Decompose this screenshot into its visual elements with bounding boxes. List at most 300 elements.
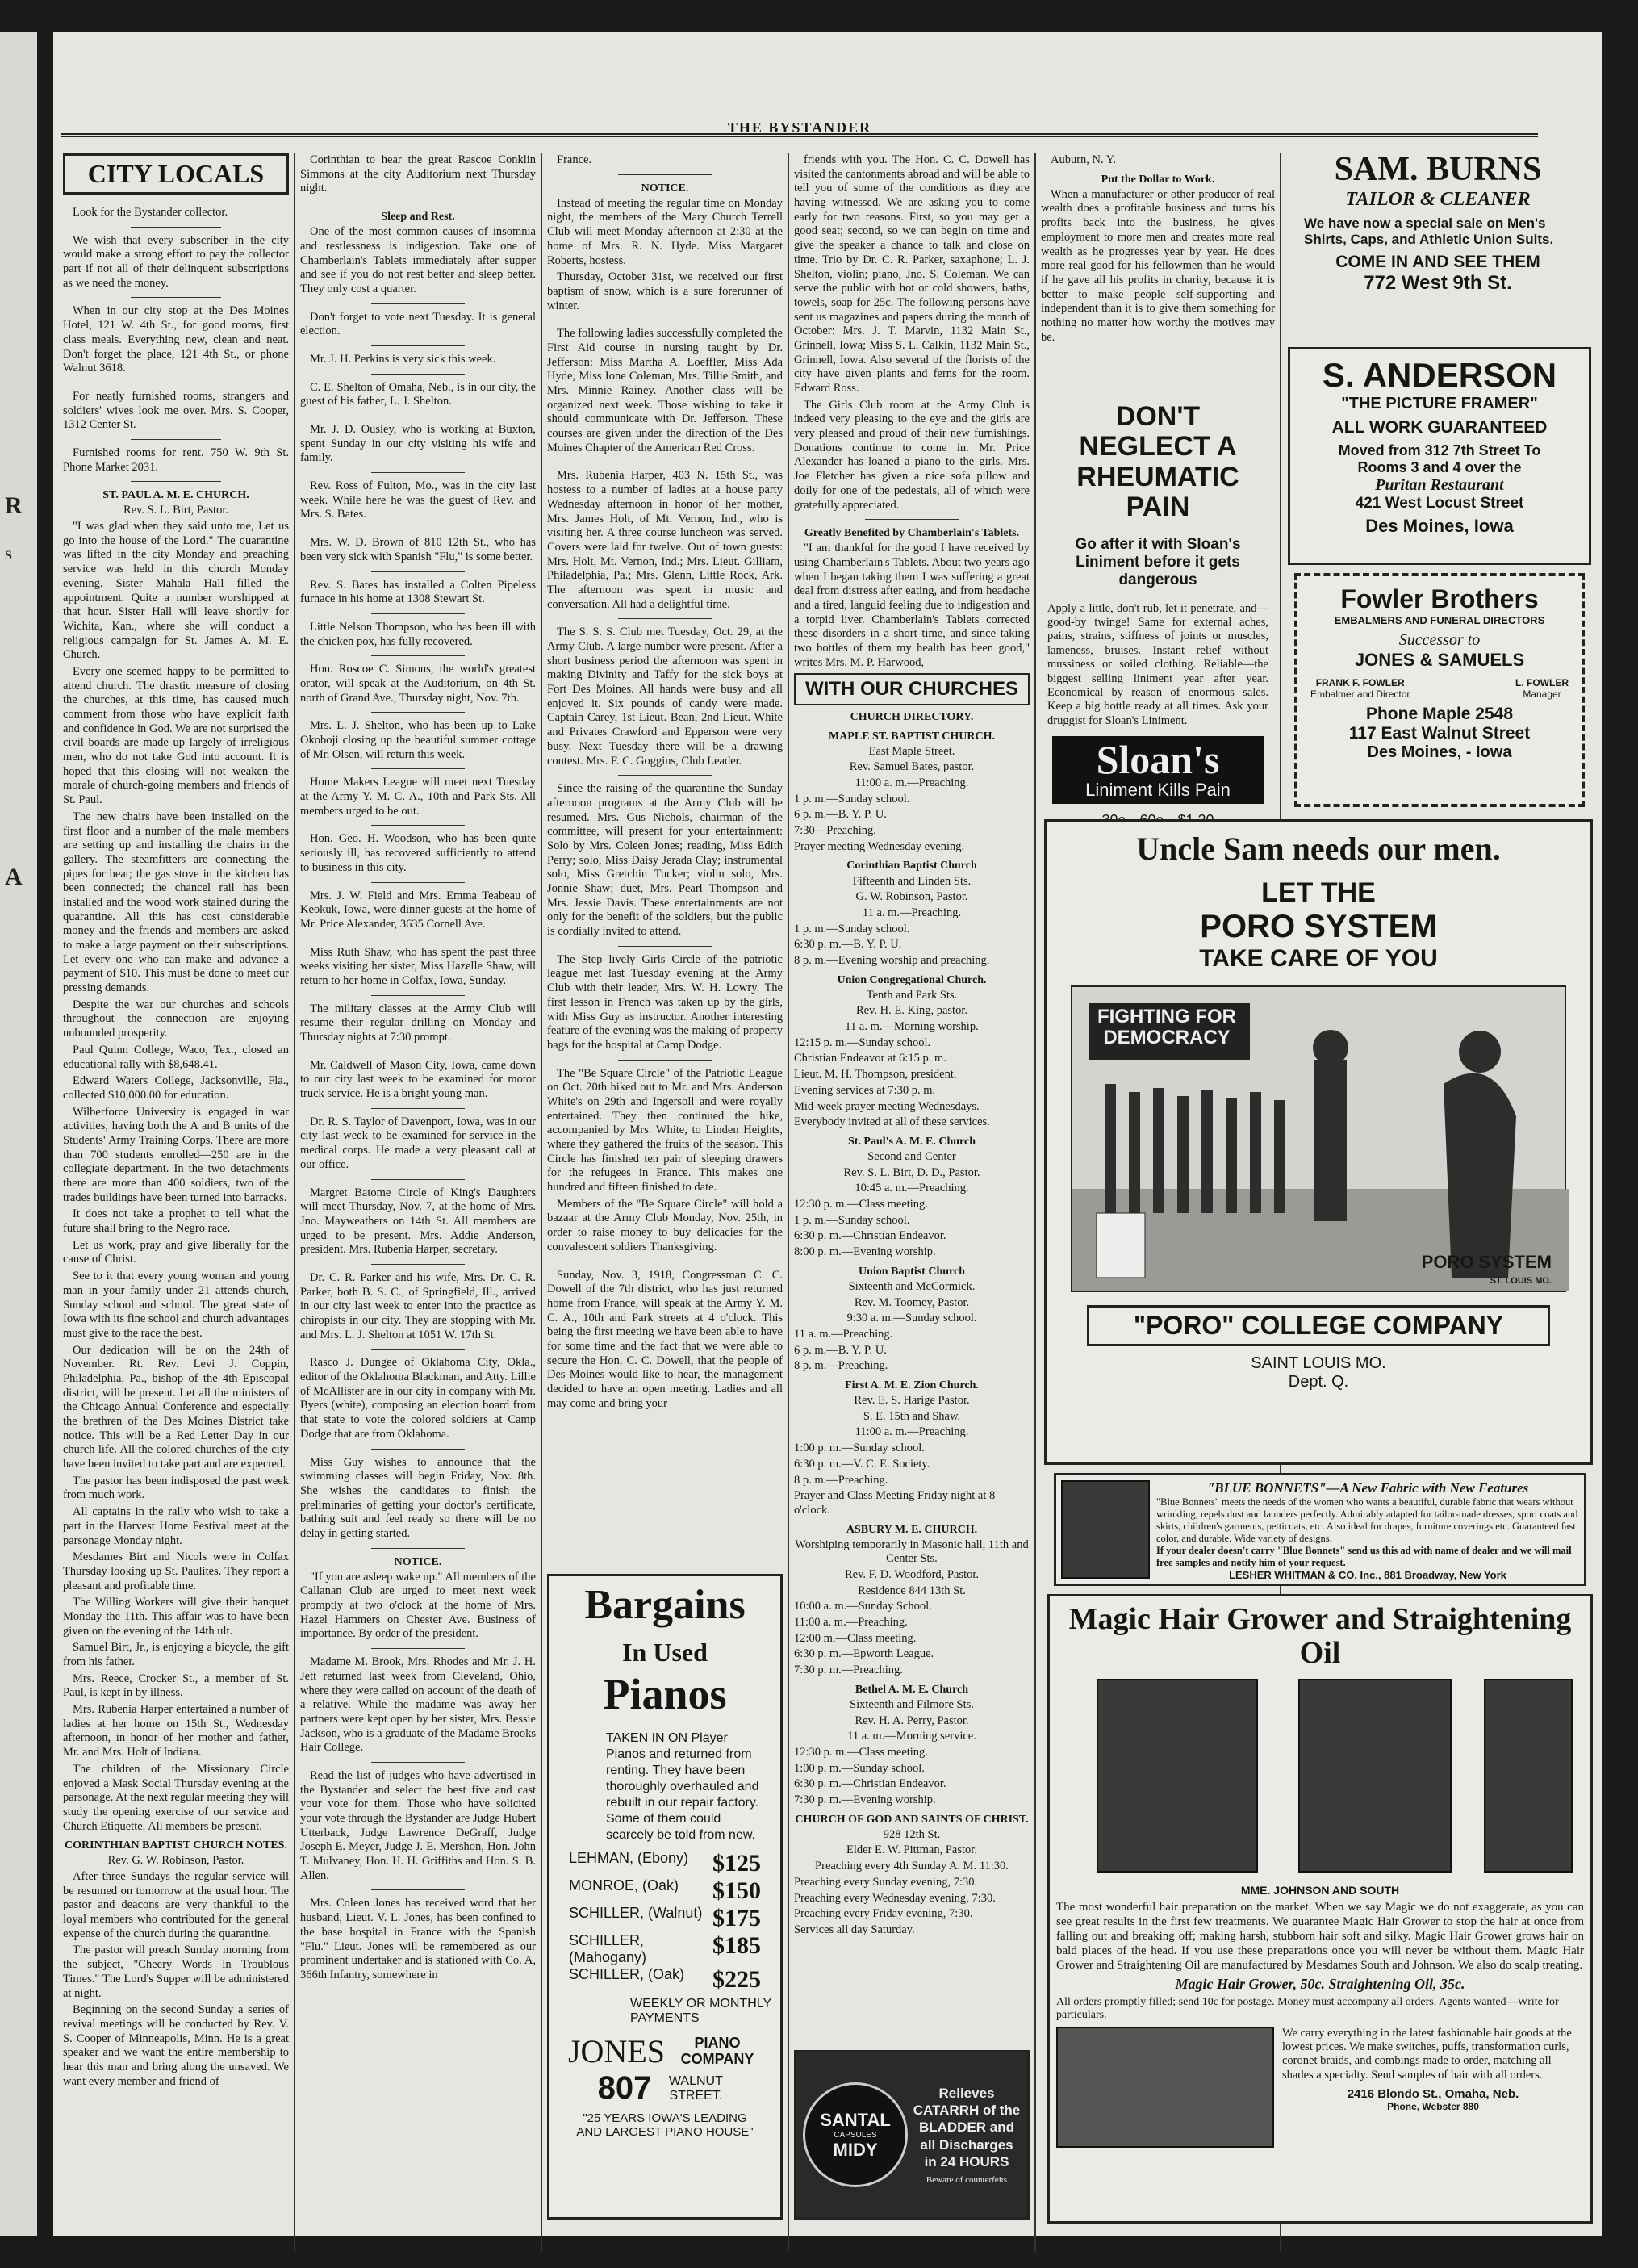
- divider: [371, 995, 466, 996]
- divider: [131, 227, 221, 228]
- ad-address: 421 West Locust Street: [1355, 495, 1524, 512]
- piano-price: $125: [712, 1850, 761, 1877]
- church-detail: 7:30 p. m.—Preaching.: [794, 1663, 903, 1677]
- street-name: WALNUT STREET.: [668, 2073, 723, 2103]
- paragraph: Hon. Roscoe C. Simons, the world's greatest orator, will speak at the Auditorium, on 4th St. north of Grand Ave., Thursday night, Nov. 7th.: [300, 663, 536, 705]
- church-detail: Worshiping temporarily in Masonic hall, 11th and Center Sts.: [795, 1538, 1029, 1566]
- church-detail: Everybody invited at all of these services.: [794, 1115, 990, 1129]
- ad-bottom: [1056, 2027, 1584, 2148]
- ad-line: PORO SYSTEM: [1200, 909, 1437, 944]
- church-detail: Preaching every 4th Sunday A. M. 11:30.: [815, 1860, 1009, 1873]
- church-detail: Residence 844 13th St.: [858, 1584, 966, 1597]
- church-name: Bethel A. M. E. Church: [855, 1683, 969, 1696]
- church-detail: 10:45 a. m.—Preaching.: [855, 1182, 969, 1195]
- capsule-badge: [803, 2082, 908, 2187]
- church-detail: 6:30 p. m.—Christian Endeavor.: [794, 1777, 946, 1791]
- sloans-logo: [1052, 736, 1264, 804]
- sam-burns-ad: [1286, 145, 1590, 339]
- piano-model: SCHILLER, (Mahogany): [569, 1932, 647, 1965]
- ad-subtitle: In Used: [622, 1638, 708, 1667]
- ad-maker: LESHER WHITMAN & CO. Inc., 881 Broadway, New York: [1229, 1569, 1506, 1581]
- paragraph: Mrs. Reece, Crocker St., a member of St. Paul, is kept in by illness.: [63, 1672, 289, 1700]
- paragraph: The "Be Square Circle" of the Patriotic League on Oct. 20th hiked out to Mr. and Mrs. Anderson White's on 29th and Ingersoll and were royally entertained. They then continued the hike, accompanied by Mrs. White, to Linden Heights, where they gathered the fruits of the season. This Circle has finished ten pair of sleeping drawers for the refugees in France. This makes one hundred and fifteen finished to date.: [547, 1066, 783, 1195]
- brand-row: [558, 2032, 772, 2070]
- divider: [618, 946, 712, 947]
- paragraph: All captains in the rally who wish to take a part in the Harvest Home Festival meet at the parsonage Monday night.: [63, 1505, 289, 1547]
- bonnets-illustration: [1061, 1480, 1150, 1579]
- ad-description: "Blue Bonnets" meets the needs of the women who wants a beautiful, durable fabric that wears without wrinkling, repels dust and launders perfectly. Admirably adapted for tailor-made dresses, sport coats and skirts, children's garments, petticoats, etc. Also ideal for drapes, furniture coverings etc. Guaranteed fast color, and durable. Wide variety of designs.: [1156, 1496, 1578, 1544]
- church-detail: 6 p. m.—B. Y. P. U.: [794, 808, 887, 822]
- ad-headline: Magic Hair Grower and Straightening Oil: [1068, 1602, 1572, 1670]
- hair-sample-photo: [1484, 1679, 1573, 1873]
- column-rule: [541, 153, 542, 2252]
- church-detail: Lieut. M. H. Thompson, president.: [794, 1068, 957, 1082]
- divider: [371, 374, 466, 375]
- ad-headline: Uncle Sam needs our men.: [1136, 831, 1501, 867]
- ad-body: The most wonderful hair preparation on the market. When we say Magic we do not exaggerate, as you can see great results in the first few treatments. We guarantee Magic Hair Grower to stop the hair at once from falling out and breaking off; making harsh, stubborn hair soft and silky. Magic Hair Grower grows hair on bald places of the head. If you use these preparations once you will never be without them. Magic Hair Grower and Straightening Oil are manufactured by Mesdames South and Johnson. We also do scalp treating.: [1056, 1900, 1584, 1972]
- edge-fragment: R: [5, 492, 23, 519]
- divider: [371, 1449, 466, 1450]
- paragraph: Miss Guy wishes to announce that the swimming classes will begin Friday, Nov. 8th. She wishes the candidates to finish the preliminaries of getting your doctor's certificate, bathing suit and feel ready so there will be no delay in getting started.: [300, 1455, 536, 1540]
- payment-terms: WEEKLY OR MONTHLY PAYMENTS: [630, 1997, 771, 2025]
- ad-trade: EMBALMERS AND FUNERAL DIRECTORS: [1334, 614, 1545, 626]
- church-detail: Rev. M. Toomey, Pastor.: [854, 1295, 970, 1309]
- brand-name: JONES: [567, 2033, 666, 2069]
- paragraph: Paul Quinn College, Waco, Tex., closed an educational rally with $8,648.41.: [63, 1043, 289, 1071]
- church-detail: 928 12th St.: [883, 1827, 941, 1841]
- ad-line: LET THE: [1261, 877, 1376, 908]
- piano-model: SCHILLER, (Walnut): [569, 1905, 703, 1921]
- ad-goods-text: We carry everything in the latest fashionable hair goods at the lowest prices. We make switches, puffs, transformation curls, coronet braids, and combings made to order, matching all shades a specialty. Send samples of hair with all orders.: [1282, 2026, 1572, 2082]
- slogan: "25 YEARS IOWA'S LEADING AND LARGEST PIANO HOUSE": [576, 2111, 754, 2139]
- divider: [131, 297, 221, 298]
- church-detail: East Maple Street.: [868, 744, 955, 758]
- ad-successor: Successor to: [1398, 631, 1481, 649]
- church-detail: 1 p. m.—Sunday school.: [794, 792, 910, 806]
- divider: [371, 882, 466, 883]
- paragraph: Mrs. Coleen Jones has received word that her husband, Lieut. V. L. Jones, has been confined to the base hospital in France with the Spanish "Flu." Lieut. Jones will be remembered as our prominent undertaker and is stationed with Co. A, 366th Infantry, somewhere in: [300, 1897, 536, 1981]
- church-detail: S. E. 15th and Shaw.: [863, 1409, 961, 1423]
- illustration-tag: PORO SYSTEM: [1421, 1252, 1552, 1272]
- church-name: ASBURY M. E. CHURCH.: [846, 1523, 978, 1536]
- divider: [371, 825, 466, 826]
- paragraph: "I am thankful for the good I have received by using Chamberlain's Tablets. About two years ago when I began taking them I was suffering a great deal from distress after eating, and from headache and a tired, languid feeling due to indigestion and a torpid liver. Chamberlain's Tablets corrected these disorders in a short time, and since taking two bottles of them my health has been good," writes Mrs. M. P. Harwood,: [794, 542, 1030, 669]
- church-detail: 11:00 a. m.—Preaching.: [855, 1425, 969, 1439]
- divider: [618, 618, 712, 619]
- divider: [371, 571, 466, 572]
- paragraph: The Willing Workers will give their banquet Monday the 11th. This affair was to have been given on the evening of the 14th ult.: [63, 1596, 289, 1638]
- church-detail: 6:30 p. m.—B. Y. P. U.: [794, 938, 902, 952]
- ad-phone: Phone Maple 2548: [1365, 705, 1514, 723]
- church-name: St. Paul's A. M. E. Church: [847, 1135, 976, 1148]
- column-churches: [794, 153, 1030, 2034]
- paragraph: Mrs. Rubenia Harper entertained a number of ladies at her home on 15th St., Wednesday afternoon, in honor of her mother and father, Mr. and Mrs. Holt of Indiana.: [63, 1703, 289, 1760]
- photo-row: [1056, 1679, 1584, 1881]
- ad-note: If your dealer doesn't carry "Blue Bonnets" send us this ad with name of dealer and we will mail free samples and notify him of your request.: [1156, 1545, 1572, 1568]
- church-detail: 9:30 a. m.—Sunday school.: [846, 1312, 977, 1325]
- column-locals-3: [547, 153, 783, 1566]
- church-detail: Preaching every Wednesday evening, 7:30.: [794, 1891, 996, 1905]
- paragraph: Little Nelson Thompson, who has been ill with the chicken pox, has fully recovered.: [300, 620, 536, 648]
- illustration-banner: FIGHTING FOR DEMOCRACY: [1097, 1006, 1236, 1049]
- ad-trade: TAILOR & CLEANER: [1345, 189, 1531, 210]
- ad-predecessor: JONES & SAMUELS: [1354, 650, 1525, 670]
- paragraph: The pastor has been indisposed the past week from much work.: [63, 1474, 289, 1502]
- portrait-photo: [1298, 1679, 1452, 1873]
- paragraph: Edward Waters College, Jacksonville, Fla., collected $10,000.00 for education.: [63, 1074, 289, 1102]
- section-heading: Greatly Benefited by Chamberlain's Tablets.: [804, 527, 1020, 540]
- ad-title: Pianos: [603, 1670, 727, 1718]
- divider: [371, 712, 466, 713]
- ad-body: [1156, 1480, 1579, 1579]
- paragraph: For neatly furnished rooms, strangers and soldiers' wives look me over. Mrs. S. Cooper, 1312 Center St.: [63, 389, 289, 432]
- church-detail: Fifteenth and Linden Sts.: [852, 874, 972, 888]
- church-name: Union Congregational Church.: [837, 973, 987, 986]
- brand-company: PIANO COMPANY: [680, 2034, 754, 2067]
- ad-warning: Beware of counterfeits: [926, 2175, 1008, 2186]
- paragraph: Our dedication will be on the 24th of November. Rt. Rev. Levi J. Coppin, Philadelphia, Pa., bishop of the 4th Episcopal district, will be present. Let all the ministers of the Chicago Annual Conference and especially the brethren of the Des Moines District take notice. This will be a Red Letter Day in our church life. All the colored churches of the city have been invited to take part and are expected.: [63, 1343, 289, 1471]
- church-detail: 8 p. m.—Preaching.: [794, 1359, 888, 1373]
- ad-body: We have now a special sale on Men's Shirts, Caps, and Athletic Union Suits.: [1304, 216, 1554, 247]
- church-detail: Second and Center: [867, 1149, 956, 1163]
- paragraph: It does not take a prophet to tell what the future shall bring to the Negro race.: [63, 1207, 289, 1236]
- divider: [618, 174, 712, 175]
- church-name: MAPLE ST. BAPTIST CHURCH.: [828, 730, 995, 743]
- piano-model: LEHMAN, (Ebony): [569, 1850, 689, 1866]
- paragraph: Home Makers League will meet next Tuesday at the Army Y. M. C. A., 10th and Park Sts. All members urged to be out.: [300, 776, 536, 818]
- church-detail: 7:30—Preaching.: [794, 824, 876, 838]
- brand-name: SANTAL: [820, 2109, 891, 2130]
- street-number: 807: [597, 2070, 652, 2106]
- paragraph: The military classes at the Army Club will resume their regular drilling on Monday and Thursday nights at 7:30 prompt.: [300, 1002, 536, 1044]
- ad-business-name: Fowler Brothers: [1340, 584, 1539, 613]
- church-detail: Rev. S. L. Birt, D. D., Pastor.: [843, 1165, 980, 1179]
- church-detail: 1 p. m.—Sunday school.: [794, 922, 910, 935]
- ad-text: [913, 2059, 1021, 2211]
- church-detail: Mid-week prayer meeting Wednesdays.: [794, 1099, 980, 1113]
- edge-fragment: S: [5, 549, 12, 563]
- paragraph: Corinthian to hear the great Rascoe Conklin Simmons at the city Auditorium next Thursday night.: [300, 153, 536, 195]
- paragraph: Miss Ruth Shaw, who has spent the past three weeks visiting her sister, Miss Hazelle Shaw, will return to her home in Colfax, Iowa, Sunday.: [300, 945, 536, 987]
- adjacent-page-edge: [0, 32, 37, 2236]
- church-detail: Prayer and Class Meeting Friday night at 8 o'clock.: [794, 1489, 996, 1517]
- piano-price: $175: [712, 1905, 761, 1931]
- logo-tagline: Liniment Kills Pain: [1085, 780, 1231, 801]
- address-row: [558, 2070, 772, 2107]
- divider: [371, 1349, 466, 1350]
- column-rule: [1034, 153, 1036, 2252]
- church-detail: Rev. H. E. King, pastor.: [855, 1004, 967, 1018]
- ad-address: 772 West 9th St.: [1364, 272, 1512, 294]
- paragraph: Don't forget to vote next Tuesday. It is general election.: [300, 310, 536, 338]
- person: [1310, 677, 1410, 700]
- ad-business-name: SAM. BURNS: [1334, 151, 1542, 188]
- ad-people: [1310, 677, 1569, 700]
- divider: [371, 1264, 466, 1265]
- price-row: [569, 1850, 761, 1877]
- ad-headline: "BLUE BONNETS"—A New Fabric with New Features: [1206, 1480, 1529, 1496]
- paragraph: Rev. S. Bates has installed a Colten Pipeless furnace in his home at 1308 Stewart St.: [300, 578, 536, 606]
- city-locals-header: CITY LOCALS: [63, 153, 289, 195]
- church-detail: 11 a. m.—Preaching.: [794, 1327, 893, 1341]
- column-locals-2: [300, 153, 536, 2268]
- paragraph: Rev. Ross of Fulton, Mo., was in the city last week. While here he was the guest of Rev. and Mrs. S. Bates.: [300, 479, 536, 521]
- soldiers-illustration: [1071, 985, 1566, 1292]
- paragraph: Wilberforce University is engaged in war activities, having both the A and B units of the Students' Army Training Corps. There are more than 700 students enrolled—250 are in the collegiate department. In the two detachments there are more than 400 soldiers, two of the trades buildings have been turned into barracks.: [63, 1105, 289, 1204]
- section-heading: NOTICE.: [394, 1555, 442, 1568]
- church-name: Corinthian Baptist Church: [846, 860, 977, 872]
- divider: [371, 472, 466, 473]
- blue-bonnets-ad: [1054, 1473, 1586, 1586]
- ad-claim: Relieves CATARRH of the BLADDER and all Discharges in 24 HOURS: [913, 2085, 1021, 2170]
- paragraph: Hon. Geo. H. Woodson, who has been quite seriously ill, has recovered sufficiently to attend to business in this city.: [300, 832, 536, 874]
- church-detail: 7:30 p. m.—Evening worship.: [794, 1793, 936, 1807]
- section-heading: NOTICE.: [641, 182, 689, 195]
- divider: [131, 481, 221, 482]
- anderson-framer-ad: [1288, 347, 1591, 565]
- church-detail: Prayer meeting Wednesday evening.: [794, 839, 965, 853]
- divider: [371, 1108, 466, 1109]
- ad-restaurant: Puritan Restaurant: [1375, 476, 1504, 494]
- church-directory: [794, 730, 1030, 1938]
- section-heading: CORINTHIAN BAPTIST CHURCH NOTES.: [65, 1839, 287, 1852]
- edge-fragment: A: [5, 864, 23, 890]
- ad-trade: "THE PICTURE FRAMER": [1341, 395, 1538, 412]
- paragraph: Thursday, October 31st, we received our first baptism of snow, which is a sure forerunner of winter.: [547, 270, 783, 312]
- section-heading: Sleep and Rest.: [381, 211, 455, 224]
- ad-address: 2416 Blondo St., Omaha, Neb.: [1347, 2087, 1519, 2102]
- paragraph: Rasco J. Dungee of Oklahoma City, Okla., editor of the Oklahoma Blackman, and Atty. Lillie of McAllister are in our city in company with Mr. Byers (white), composing an election board from that state to vote the colored soldiers at Camp Dodge that are from Oklahoma.: [300, 1356, 536, 1441]
- church-detail: 11 a. m.—Morning worship.: [845, 1020, 979, 1034]
- church-detail: Sixteenth and McCormick.: [848, 1279, 976, 1293]
- ad-goods: [1282, 2027, 1584, 2148]
- paragraph: Read the list of judges who have advertised in the Bystander and select the best five and cast your vote for them. Those who have solicited your vote through the Bystander are Judge Hubert Utterback, Judge Lawrence DeGraff, Judge Joseph E. Meyer, Judge J. E. Mershon, Hon. John T. Mulvaney, Hon. H. H. Griffiths and Hon. S. B. Allen.: [300, 1768, 536, 1882]
- divider: [865, 519, 959, 520]
- price-row: [569, 1966, 761, 1994]
- church-detail: 6:30 p. m.—Christian Endeavor.: [794, 1229, 946, 1243]
- church-detail: 10:00 a. m.—Sunday School.: [794, 1600, 932, 1613]
- piano-model: SCHILLER, (Oak): [569, 1966, 685, 1982]
- paragraph: Sunday, Nov. 3, 1918, Congressman C. C. Dowell of the 7th district, who has just returned home from France, will speak at the Army Y. M. C. A., 10th and Park streets at 4 o'clock. This being the first meeting we have been able to have for some time and the fact that we were able to secure the Hon. C. C. Dowell, that the people of Des Moines would like to hear, the management decided to have an open meeting. Ladies and all may come and bring your: [547, 1268, 783, 1410]
- column-rule: [294, 153, 295, 2252]
- ad-guarantee: ALL WORK GUARANTEED: [1331, 418, 1548, 437]
- divider: [371, 1889, 466, 1890]
- paragraph: Mrs. W. D. Brown of 810 12th St., who has been very sick with Spanish "Flu," is some better.: [300, 536, 536, 563]
- ad-headline: RHEUMATIC PAIN: [1076, 461, 1239, 523]
- santal-midy-ad: [794, 2050, 1030, 2220]
- divider: [131, 439, 221, 440]
- paragraph: Mr. J. H. Perkins is very sick this week.: [310, 352, 496, 366]
- paragraph: friends with you. The Hon. C. C. Dowell has visited the cantonments abroad and will be able to tell you of some of the conditions as they are having witnessed. We are asking you to come early for two reasons. First, so you may get a good seat; second, so we can begin on time and give the speaker a chance to talk and close on time. Trio by Dr. C. R. Parker, saxaphone; L. J. Shelton, violin; piano, Jno. S. Coleman. We can serve the public with hot or cold showers, baths, towels, soap for 25c. The following persons have sent us magazines and papers during the month of October: Mrs. J. T. Marvin, 1132 Main St., Grinnell, Iowa; Miss S. L. Calkin, 1132 Main St., Grinnell, Iowa. Also several of the florists of the city have given plants and ferns for the room. Edward Ross.: [794, 153, 1030, 395]
- church-detail: Rev. H. A. Perry, Pastor.: [855, 1714, 969, 1727]
- pianos-ad: [547, 1574, 783, 2220]
- paragraph: Mr. Caldwell of Mason City, Iowa, came down to our city last week to be examined for motor truck service. He is a bright young man.: [300, 1058, 536, 1101]
- ad-title: Bargains: [584, 1582, 746, 1628]
- paragraph: Despite the war our churches and schools throughout the connection are enjoying unbounded prosperity.: [63, 998, 289, 1040]
- person-role: Embalmer and Director: [1310, 688, 1410, 700]
- ad-city: SAINT LOUIS MO.: [1251, 1354, 1386, 1372]
- paragraph: When a manufacturer or other producer of real wealth does a profitable business and turns his profits back into the business, he gives employment to more men and creates more real wealth as he progresses year by year. He does more real good for his fellowmen than he would if he gave all his profits in charity, because it is better to make people self-supporting and independent than it is to give them something for nothing no matter how worthy the motives may be.: [1041, 187, 1275, 344]
- person: [1515, 677, 1569, 700]
- directory-heading: CHURCH DIRECTORY.: [850, 711, 974, 724]
- paragraph: Let us work, pray and give liberally for the cause of Christ.: [63, 1238, 289, 1266]
- paragraph: The pastor will preach Sunday morning from the subject, "Cheery Words in Troublous Times." The Lord's Supper will be administered at night.: [63, 1944, 289, 2000]
- church-detail: 8:00 p. m.—Evening worship.: [794, 1245, 936, 1259]
- college-name: "PORO" COLLEGE COMPANY: [1087, 1305, 1550, 1346]
- church-detail: Elder E. W. Pittman, Pastor.: [846, 1843, 977, 1857]
- paragraph: Dr. R. S. Taylor of Davenport, Iowa, was in our city last week to be examined for service in the medical corps. He made a very pleasant call at our office.: [300, 1115, 536, 1171]
- paragraph: Furnished rooms for rent. 750 W. 9th St. Phone Market 2031.: [63, 446, 289, 474]
- divider: [371, 303, 466, 304]
- church-detail: Christian Endeavor at 6:15 p. m.: [794, 1052, 946, 1065]
- church-detail: 11 a. m.—Preaching.: [862, 906, 962, 919]
- church-detail: 1:00 p. m.—Sunday school.: [794, 1761, 925, 1775]
- paragraph: Members of the "Be Square Circle" will hold a bazaar at the Army Club Monday, Nov. 25th, in order to raise money to buy delicacies for the convalescent soldiers Thanksgiving.: [547, 1197, 783, 1253]
- paragraph: Instead of meeting the regular time on Monday night, the members of the Mary Church Terrell Club will meet Monday afternoon at 2:30 at the home of Mrs. R. N. Hyde. Miss Margaret Roberts, hostess.: [547, 196, 783, 267]
- paragraph: Margret Batome Circle of King's Daughters will meet Thursday, Nov. 7, at the home of Mrs. Jno. Mayweathers on 14th St. All members are urged to be present. Mrs. Addie Anderson, president. Mrs. Rubenia Harper, secretary.: [300, 1186, 536, 1257]
- paragraph: The S. S. S. Club met Tuesday, Oct. 29, at the Army Club. A large number were present. After a short business period the afternoon was spent in making Divinity and Taffy for the sick boys at Fort Des Moines. All hands were busy and all enjoyed it. Six pounds of candy were made. Captain Carey, 1st Lieut. Bean, 2nd Lieut. White and Privates Crawford and Epperson were very busy. Next Tuesday there will be a drawing contest. Mrs. F. C. Goggins, Club Leader.: [547, 626, 783, 768]
- section-heading: ST. PAUL A. M. E. CHURCH.: [102, 489, 249, 502]
- ad-city: Des Moines, - Iowa: [1367, 743, 1512, 761]
- church-detail: Rev. Samuel Bates, pastor.: [849, 760, 975, 774]
- piano-model: MONROE, (Oak): [569, 1877, 679, 1893]
- church-detail: Tenth and Park Sts.: [866, 988, 958, 1002]
- hair-goods-photo: [1056, 2027, 1274, 2148]
- sloans-liniment-ad: [1041, 395, 1275, 815]
- paragraph: France.: [557, 153, 592, 166]
- paragraph: After three Sundays the regular service will be resumed on tomorrow at the usual hour. The pastor and deacons are very thankful to the loyal members who contributed for the general expense of the church during the quarantine.: [63, 1870, 289, 1940]
- church-detail: Services all day Saturday.: [794, 1923, 915, 1936]
- paragraph: Samuel Birt, Jr., is enjoying a bicycle, the gift from his father.: [63, 1641, 289, 1669]
- church-detail: Sixteenth and Filmore Sts.: [850, 1697, 974, 1711]
- church-detail: 6 p. m.—B. Y. P. U.: [794, 1343, 887, 1357]
- divider: [618, 775, 712, 776]
- ad-headline: DON'T NEGLECT A: [1079, 401, 1237, 462]
- paragraph: The new chairs have been installed on the first floor and a number of the male members are setting up and installing the chairs in the gallery. The steamfitters are connecting the pipes for heat; the gas stove in the kitchen has been connected; the chancel rail has been installed and the wood work stained during the quarantine. All this has cost considerable money and the friends and members are asked to make a large payment on their subscriptions. Let every one who can make and advance a payment of $10. This must be done to meet our pressing demands.: [63, 810, 289, 995]
- divider: [371, 1548, 466, 1549]
- person-name: FRANK F. FOWLER: [1315, 677, 1405, 688]
- divider: [371, 1648, 466, 1649]
- paragraph: Since the raising of the quarantine the Sunday afternoon programs at the Army Club will be resumed. Mrs. Gus Nichols, chairman of the committee, will present for your entertainment: Solo by Mrs. Coleen Jones; reading, Miss Edith Perry; solo, Miss Daisy Jerada Clay; instrumental solo, Miss Gretchin Tucker; violin solo, Mrs. Jonnie Shaw; duet, Mrs. Pearl Thompson and Mrs. Jessie Davis. These entertainments are not only for the benefit of the soldiers, but the public is cordially invited to attend.: [547, 782, 783, 939]
- section-subheading: Rev. S. L. Birt, Pastor.: [123, 504, 228, 517]
- price-row: [569, 1877, 761, 1905]
- paragraph: Mesdames Birt and Nicols were in Colfax Thursday looking up St. Paulites. They report a pleasant and profitable time.: [63, 1550, 289, 1592]
- paragraph: Mrs. Rubenia Harper, 403 N. 15th St., was hostess to a number of ladies at a house party Wednesday afternoon in honor of her mother, Mrs. James Holt, of Mt. Vernon, Ind., who is visiting her. A three course luncheon was served. Covers were laid for twelve. Out of town guests: Mrs. Holt, Mt. Vernon, Ind.; Mrs. Lieut. Gilliam, Philadelphia, Pa.; Mrs. Glenn, Little Rock, Ark. The afternoon was spent in music and conversation. All had a delightful time.: [547, 469, 783, 611]
- divider: [371, 768, 466, 769]
- church-detail: 8 p. m.—Preaching.: [794, 1473, 888, 1487]
- ad-dept: Dept. Q.: [1288, 1373, 1349, 1391]
- paragraph: Madame M. Brook, Mrs. Rhodes and Mr. J. H. Jett returned last week from Cleveland, Ohio, where they were called on account of the death of a relative. While the madame was away her partners were kept open by her sister, Mrs. Bessie Jackson, who is a graduate of the Madame Brooks Hair College.: [300, 1655, 536, 1755]
- church-detail: Preaching every Friday evening, 7:30.: [794, 1907, 973, 1921]
- ad-order: All orders promptly filled; send 10c for postage. Money must accompany all orders. Agents wanted—Write for particulars.: [1056, 1995, 1559, 2021]
- paragraph: The Girls Club room at the Army Club is indeed very pleasing to the eye and the girls are very pleased and proud of their new furnishings. Donations continue to come in. Mr. Price Alexander has loaned a piano to the girls. Mrs. Joe Fletcher has given a nice sofa pillow and doily for one of the pedestals, all of which were gratefully appreciated.: [794, 398, 1030, 512]
- paragraph: Beginning on the second Sunday a series of revival meetings will be conducted by Rev. V. S. Cooper of Minneapolis, Minn. He is a great speaker and we want the entire membership to hear this man and bring along the unsaved. We want every member and friend of: [63, 2003, 289, 2088]
- ad-prices: Magic Hair Grower, 50c. Straightening Oil, 35c.: [1175, 1975, 1465, 1992]
- church-name: Union Baptist Church: [858, 1265, 965, 1278]
- church-detail: 1:00 p. m.—Sunday school.: [794, 1442, 925, 1455]
- ad-address: 117 East Walnut Street: [1348, 724, 1531, 743]
- column-rule: [788, 153, 789, 2252]
- ad-cta: COME IN AND SEE THEM: [1335, 253, 1540, 271]
- ad-body: [803, 2059, 1021, 2211]
- paragraph: Mrs. L. J. Shelton, who has been up to Lake Okoboji closing up the beautiful summer cottage of Mr. Olsen, will return this week.: [300, 719, 536, 761]
- paragraph: Auburn, N. Y.: [1051, 153, 1116, 166]
- magic-hair-grower-ad: [1047, 1594, 1593, 2224]
- paragraph: The Step lively Girls Circle of the patriotic league met last Tuesday evening at the Army Club with their leader, Mrs. W. H. Lowry. The first lesson in French was taken up by the girls, with Miss Guy as instructor. Another interesting feature of the evening was the making of property bags for the hospital at Camp Dodge.: [547, 952, 783, 1052]
- church-detail: 6:30 p. m.—Epworth League.: [794, 1647, 934, 1661]
- column-city-locals: [63, 153, 289, 2268]
- church-detail: Preaching every Sunday evening, 7:30.: [794, 1875, 978, 1889]
- paragraph: Every one seemed happy to be permitted to attend church. The drastic measure of closing the churches, at this time, has caused much comment from those who have explicit faith and confidence in God. We are not surprised the civil boards are made up largely of irreligious men, who do not take God into account. It is hoped that this closing will not weaken the morale of church-going members and friends of St. Paul.: [63, 664, 289, 807]
- ad-line: TAKE CARE OF YOU: [1199, 945, 1438, 972]
- church-detail: 12:30 p. m.—Class meeting.: [794, 1745, 928, 1759]
- paragraph: When in our city stop at the Des Moines Hotel, 121 W. 4th St., for good rooms, first class meals. Everything new, clean and neat. Don't forget the place, 121 4th St., or phone Walnut 3618.: [63, 304, 289, 375]
- photo-caption: MME. JOHNSON AND SOUTH: [1240, 1883, 1400, 1897]
- paragraph: The following ladies successfully completed the First Aid course in nursing taught by Dr. Jefferson: Miss Martha A. Loeffler, Miss Ada Hyde, Miss Ione Coleman, Mrs. Tillie Smith, and Mrs. Minnie Rainey. Another class will be organized next week. Those wishing to take it should communicate with Dr. Jefferson. These courses are given under the direction of the Des Moines Chapter of the American Red Cross.: [547, 327, 783, 454]
- ad-body: Apply a little, don't rub, let it penetrate, and—good-by twinge! Same for external aches, pains, strains, stiffness of joints or muscles, lameness, bruises. Instant relief without mussiness or soiled clothing. Reliable—the biggest selling liniment year after year. Economical by reason of enormous sales. Keep a big bottle ready at all times. Ask your druggist for Sloan's Liniment.: [1047, 601, 1268, 727]
- paragraph: "If you are asleep wake up." All members of the Callanan Club are urged to meet next week promptly at two o'clock at the home of Mrs. Hazel Hammers on Chester Ave. Business of importance. By order of the president.: [300, 1570, 536, 1641]
- piano-price: $185: [712, 1932, 761, 1959]
- church-detail: G. W. Robinson, Pastor.: [855, 890, 968, 904]
- ad-description: TAKEN IN ON Player Pianos and returned from renting. They have been thoroughly overhauled and rebuilt in our repair factory. Some of them could scarcely be told from new.: [606, 1731, 759, 1842]
- church-detail: Rev. E. S. Harige Pastor.: [854, 1394, 970, 1408]
- church-detail: 8 p. m.—Evening worship and preaching.: [794, 953, 990, 967]
- ad-moved: Moved from 312 7th Street To Rooms 3 and 4 over the: [1338, 442, 1541, 475]
- paragraph: "I was glad when they said unto me, Let us go into the house of the Lord." The quarantine was lifted in the city Monday and preaching service was held in this church Monday evening. Sister Mahala Hall filled the appointment. Quite a number worshipped at that hour. Sister Hall will leave shortly for Wichita, Kan., where she will conduct a religious campaign for St. James A. M. E. Church.: [63, 520, 289, 662]
- church-detail: 12:15 p. m.—Sunday school.: [794, 1036, 931, 1049]
- piano-price: $225: [712, 1966, 761, 1993]
- church-detail: 12:00 m.—Class meeting.: [794, 1631, 917, 1645]
- paragraph: Mr. J. D. Ousley, who is working at Buxton, spent Sunday in our city visiting his wife and family.: [300, 423, 536, 465]
- church-detail: 1 p. m.—Sunday school.: [794, 1213, 910, 1227]
- ad-city: Des Moines, Iowa: [1365, 516, 1514, 536]
- paragraph: The children of the Missionary Circle enjoyed a Mask Social Thursday evening at the parsonage. At the next regular meeting they will study the opening exercise of our service and Church Etiquette. All members be present.: [63, 1762, 289, 1833]
- brand-name-2: MIDY: [833, 2139, 878, 2160]
- divider: [371, 1179, 466, 1180]
- section-subheading: Rev. G. W. Robinson, Pastor.: [107, 1854, 244, 1868]
- church-name: First A. M. E. Zion Church.: [845, 1379, 979, 1391]
- divider: [371, 1762, 466, 1763]
- church-detail: 11:00 a. m.—Preaching.: [855, 776, 969, 789]
- divider: [371, 345, 466, 346]
- church-detail: 12:30 p. m.—Class meeting.: [794, 1198, 928, 1211]
- portrait-photo: [1097, 1679, 1258, 1873]
- person-role: Manager: [1523, 688, 1561, 700]
- section-heading: Put the Dollar to Work.: [1101, 173, 1215, 186]
- price-row: [569, 1932, 761, 1966]
- paragraph: See to it that every young woman and young man in your family under 21 attends church, Sunday school and school. The great state of Iowa with its fine school and church advantages must give to the race the best.: [63, 1270, 289, 1340]
- divider: [371, 655, 466, 656]
- person-name: L. FOWLER: [1515, 677, 1569, 688]
- churches-header: WITH OUR CHURCHES: [794, 673, 1030, 705]
- church-name: CHURCH OF GOD AND SAINTS OF CHRIST.: [795, 1813, 1029, 1826]
- church-detail: Rev. F. D. Woodford, Pastor.: [844, 1568, 980, 1582]
- church-detail: Evening services at 7:30 p. m.: [794, 1083, 936, 1097]
- paragraph: We wish that every subscriber in the city would make a strong effort to pay the collector part if not all of their delinquent subscriptions as we need the money.: [63, 233, 289, 290]
- column-5-text: [1041, 153, 1275, 387]
- ad-subhead: Go after it with Sloan's Liniment before it gets dangerous: [1075, 535, 1241, 588]
- paragraph: Look for the Bystander collector.: [73, 206, 228, 219]
- ad-business-name: S. ANDERSON: [1322, 356, 1557, 394]
- paragraph: Mrs. J. W. Field and Mrs. Emma Teabeau of Keokuk, Iowa, were dinner guests at the home of Mr. Price Alexander, 3635 Cornell Ave.: [300, 889, 536, 931]
- paragraph: C. E. Shelton of Omaha, Neb., is in our city, the guest of his father, L. J. Shelton.: [300, 380, 536, 408]
- divider: [618, 1060, 712, 1061]
- newspaper-page: [53, 32, 1602, 2236]
- divider: [371, 613, 466, 614]
- paragraph: Dr. C. R. Parker and his wife, Mrs. Dr. C. R. Parker, both B. S. C., of Springfield, Ill., arrived in our city last week to enter into the practice as chiropists in our city. They are stopping with Mr. and Mrs. L. J. Shelton at 1051 W. 17th St.: [300, 1270, 536, 1341]
- piano-price: $150: [712, 1877, 761, 1904]
- church-detail: 6:30 p. m.—V. C. E. Society.: [794, 1457, 930, 1471]
